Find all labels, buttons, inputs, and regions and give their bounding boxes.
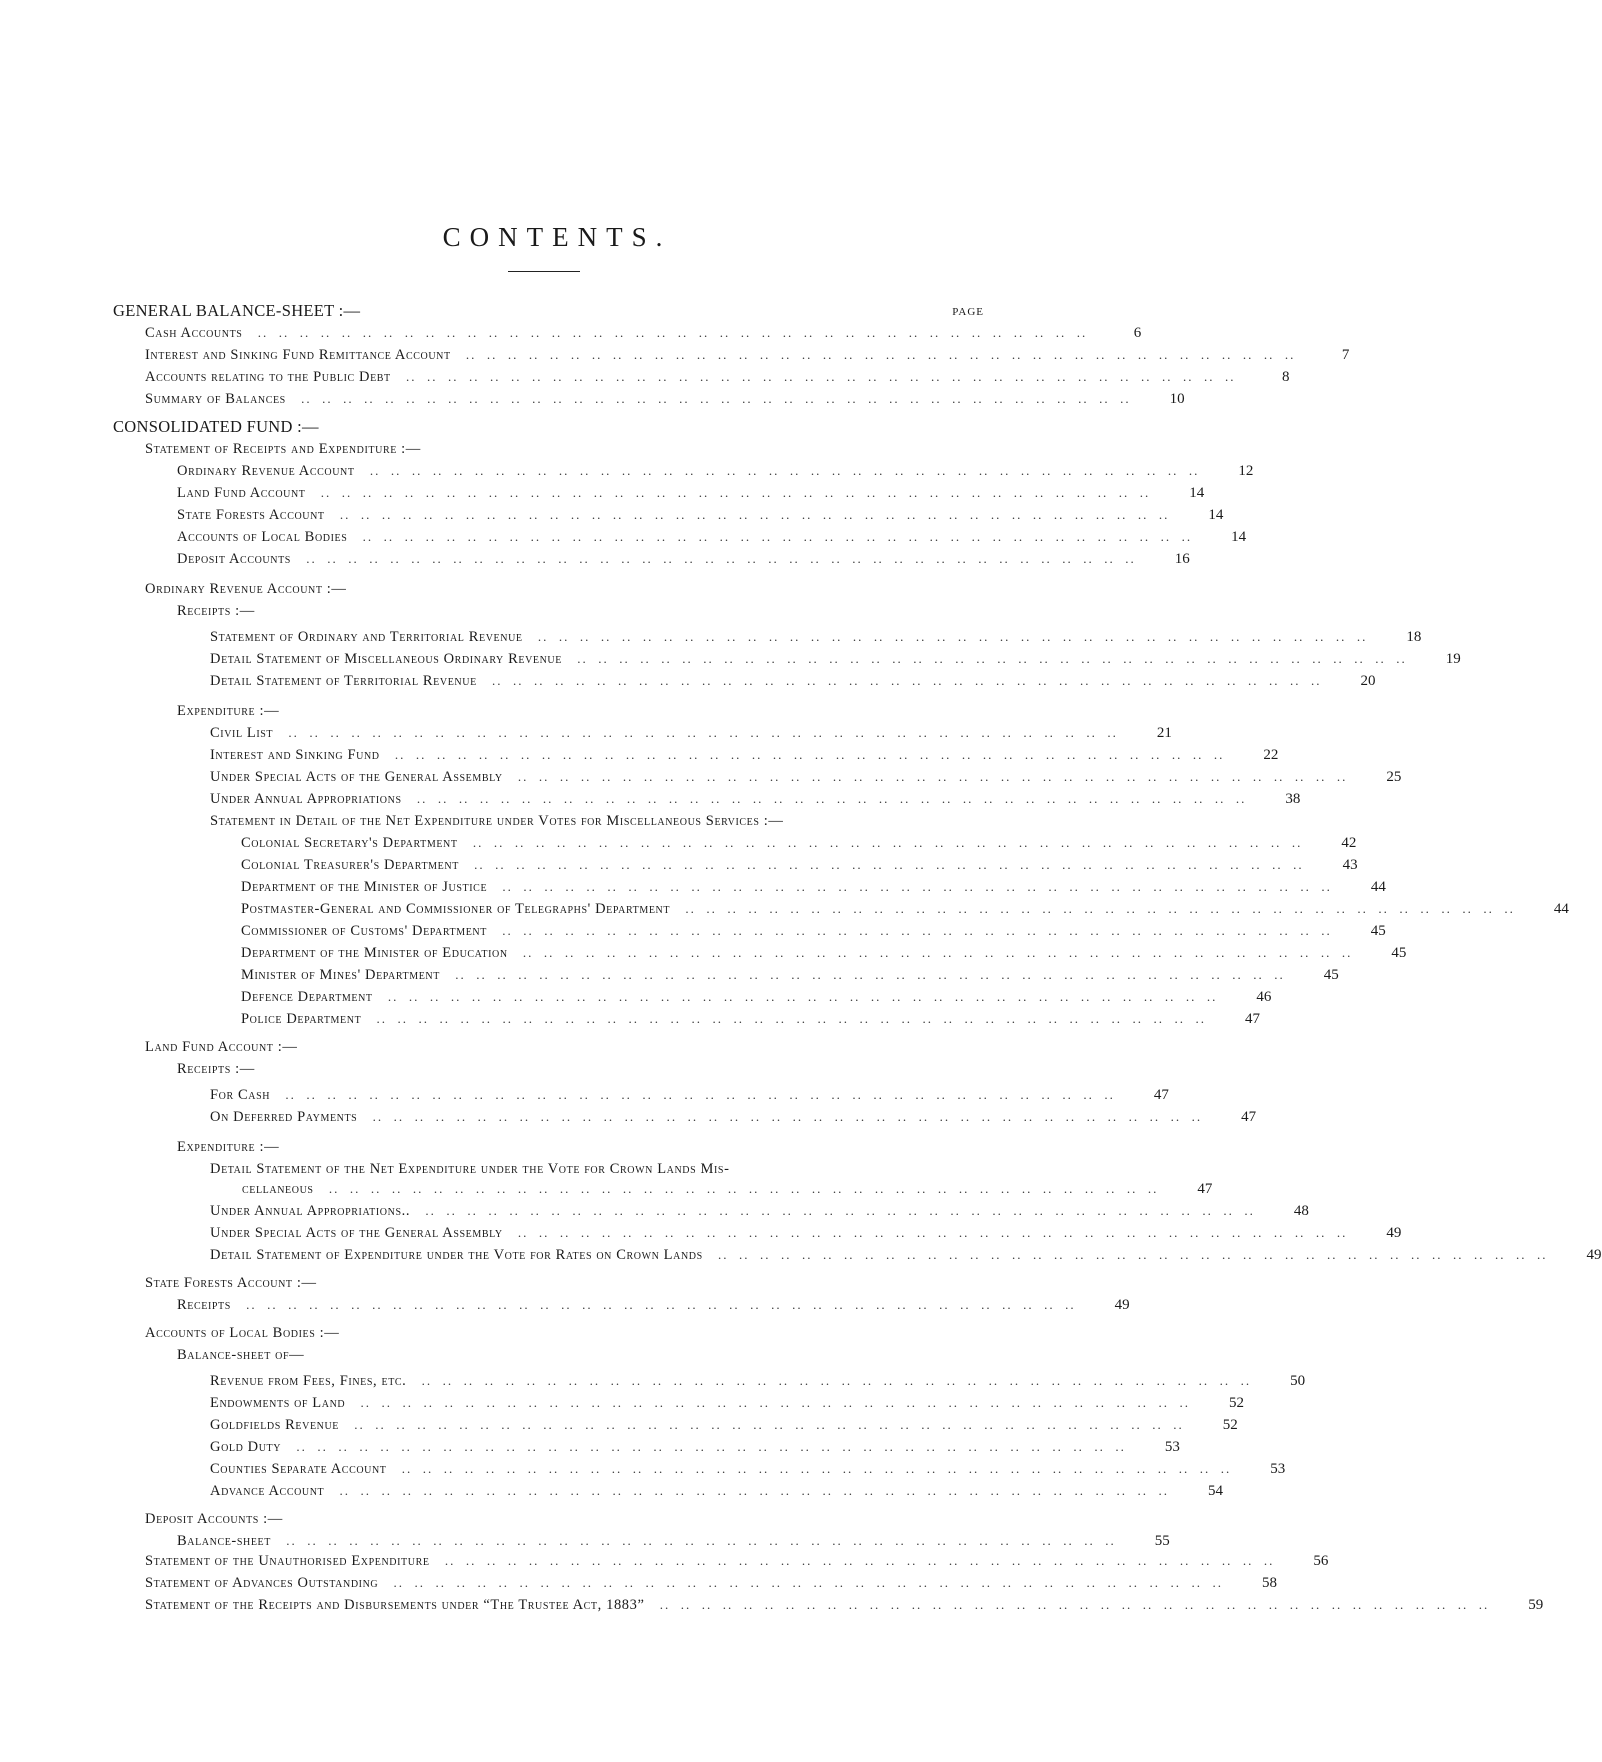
toc-entry-label: State Forests Account [177,507,325,523]
toc-entry-page-number: 47 [1245,1011,1261,1027]
dot-leader: .. .. .. .. .. .. .. .. .. .. .. .. .. .. .. .. .. .. .. .. .. .. .. .. .. .. .. .. .. .. .. .. .. .. .. .. .. .. .. .. [512,1225,1348,1240]
toc-entry [210,646,1461,668]
toc-entry-label: GENERAL BALANCE-SHEET :— [113,301,361,320]
toc-entry-label: State Forests Account :— [145,1275,317,1291]
toc-entry [177,502,1224,524]
toc-entry [210,668,1376,690]
toc-entry-page-number: 49 [1586,1247,1602,1263]
toc-entry [210,742,1279,764]
toc-entry-page-number: 49 [1114,1297,1130,1313]
toc-entry [210,624,1422,646]
toc-entry-page-number: 46 [1256,989,1272,1005]
toc-entry [210,808,966,830]
toc-entry [177,1342,966,1364]
toc-entry-label: Statement of Receipts and Expenditure :— [145,441,421,457]
toc-entry-page-number: 53 [1270,1461,1286,1477]
toc-entry [177,1292,1130,1314]
dot-leader: .. .. .. .. .. .. .. .. .. .. .. .. .. .. .. .. .. .. .. .. .. .. .. .. .. .. .. .. .. .. .. .. .. .. .. .. .. .. .. .. [283,725,1118,740]
toc-entry [241,962,1339,984]
toc-entry-page-number: 16 [1174,551,1190,567]
toc-entry-label: Detail Statement of Miscellaneous Ordinary Revenue [210,651,562,667]
toc-entry-label: Statement in Detail of the Net Expenditure under Votes for Miscellaneous Services :— [210,813,784,829]
toc-entry-label: Deposit Accounts :— [145,1511,283,1527]
toc-entry-page-number: 47 [1241,1109,1257,1125]
toc-entry-label: Balance-sheet [177,1533,271,1549]
toc-entry-page-number: 43 [1342,857,1358,873]
toc-entry [145,436,966,458]
toc-entry-label: Deposit Accounts [177,551,291,567]
dot-leader: .. .. .. .. .. .. .. .. .. .. .. .. .. .. .. .. .. .. .. .. .. .. .. .. .. .. .. .. .. .. .. .. .. .. .. .. .. .. .. .. [680,901,1515,916]
toc-entry-label: Civil List [210,725,274,741]
toc-entry-page-number: 56 [1313,1553,1329,1569]
toc-entry-label: Gold Duty [210,1439,282,1455]
dot-leader: .. .. .. .. .. .. .. .. .. .. .. .. .. .. .. .. .. .. .. .. .. .. .. .. .. .. .. .. .. .. .. .. .. .. .. .. .. .. .. .. [496,923,1332,938]
dot-leader: .. .. .. .. .. .. .. .. .. .. .. .. .. .. .. .. .. .. .. .. .. .. .. .. .. .. .. .. .. .. .. .. .. .. .. .. .. .. .. .. [367,1109,1203,1124]
toc-entry-page-number: 45 [1323,967,1339,983]
toc-entry-label: Under Special Acts of the General Assembly [210,769,503,785]
toc-entry-label: Statement of the Unauthorised Expenditure [145,1553,430,1569]
dot-leader: .. .. .. .. .. .. .. .. .. .. .. .. .. .. .. .. .. .. .. .. .. .. .. .. .. .. .. .. .. .. .. .. .. .. .. .. .. .. .. .. [512,769,1348,784]
dot-leader: .. .. .. .. .. .. .. .. .. .. .. .. .. .. .. .. .. .. .. .. .. .. .. .. .. .. .. .. .. .. .. .. .. .. .. .. .. .. .. .. [420,1203,1255,1218]
dot-leader: .. .. .. .. .. .. .. .. .. .. .. .. .. .. .. .. .. .. .. .. .. .. .. .. .. .. .. .. .. .. .. .. .. .. .. .. .. .. .. .. [532,629,1368,644]
toc-entry-label: Counties Separate Account [210,1461,387,1477]
toc-entry [241,984,1272,1006]
toc-entry [177,546,1190,568]
toc-entry [210,1104,1257,1126]
toc-entry-label: Statement of Advances Outstanding [145,1575,379,1591]
toc-entry [210,1434,1180,1456]
dot-leader: .. .. .. .. .. .. .. .. .. .. .. .. .. .. .. .. .. .. .. .. .. .. .. .. .. .. .. .. .. .. .. .. .. .. .. .. .. .. .. .. [371,1011,1207,1026]
toc-entry [145,1320,966,1342]
toc-entry-label: Detail Statement of the Net Expenditure under the Vote for Crown Lands Mis- [210,1161,730,1177]
toc-entry [210,764,1402,786]
toc-entry [145,1570,1277,1592]
dot-leader: .. .. .. .. .. .. .. .. .. .. .. .. .. .. .. .. .. .. .. .. .. .. .. .. .. .. .. .. .. .. .. .. .. .. .. .. .. .. .. .. [349,1417,1184,1432]
toc-entry-label: Accounts of Local Bodies [177,529,348,545]
toc-entry-page-number: 45 [1391,945,1407,961]
toc-entry-label: CONSOLIDATED FUND :— [113,417,319,436]
toc-entry-page-number: 8 [1282,369,1290,385]
toc-entry [241,874,1386,896]
dot-leader: .. .. .. .. .. .. .. .. .. .. .. .. .. .. .. .. .. .. .. .. .. .. .. .. .. .. .. .. .. .. .. .. .. .. .. .. .. .. .. .. [382,989,1218,1004]
toc-entry-label: Ordinary Revenue Account [177,463,355,479]
toc-entry-label: Postmaster-General and Commissioner of Telegraphs' Department [241,901,671,917]
dot-leader: .. .. .. .. .. .. .. .. .. .. .. .. .. .. .. .. .. .. .. .. .. .. .. .. .. .. .. .. .. .. .. .. .. .. .. .. .. .. .. .. [712,1247,1548,1262]
toc-entry-label: Expenditure :— [177,1139,280,1155]
dot-leader: .. .. .. .. .. .. .. .. .. .. .. .. .. .. .. .. .. .. .. .. .. .. .. .. .. .. .. .. .. .. .. .. .. .. .. .. .. .. .. .. [300,551,1136,566]
toc-entry-label: Statement of the Receipts and Disbursements under “The Trustee Act, 1883” [145,1597,645,1613]
toc-entry-page-number: 44 [1553,901,1569,917]
toc-entry [241,1006,1261,1028]
toc-entry [210,1156,966,1178]
dot-leader: .. .. .. .. .. .. .. .. .. .. .. .. .. .. .. .. .. .. .. .. .. .. .. .. .. .. .. .. .. .. .. .. .. .. .. .. .. .. .. .. [571,651,1407,666]
toc-entry-page-number: 47 [1153,1087,1169,1103]
dot-leader: .. .. .. .. .. .. .. .. .. .. .. .. .. .. .. .. .. .. .. .. .. .. .. .. .. .. .. .. .. .. .. .. .. .. .. .. .. .. .. .. [315,485,1151,500]
toc-entry [210,1242,1602,1264]
toc-entry [241,852,1358,874]
toc-entry-label: Receipts :— [177,1061,255,1077]
toc-entry-label: Accounts relating to the Public Debt [145,369,391,385]
dot-leader: .. .. .. .. .. .. .. .. .. .. .. .. .. .. .. .. .. .. .. .. .. .. .. .. .. .. .. .. .. .. .. .. .. .. .. .. .. .. .. .. [449,967,1285,982]
toc-entry [177,1134,966,1156]
toc-entry-page-number: 48 [1293,1203,1309,1219]
dot-leader: .. .. .. .. .. .. .. .. .. .. .. .. .. .. .. .. .. .. .. .. .. .. .. .. .. .. .. .. .. .. .. .. .. .. .. .. .. .. .. .. [517,945,1353,960]
toc-entry-label: Statement of Ordinary and Territorial Revenue [210,629,523,645]
toc-entry [210,786,1301,808]
toc-entry [145,1548,1329,1570]
toc-entry-label: Cash Accounts [145,325,243,341]
dot-leader: .. .. .. .. .. .. .. .. .. .. .. .. .. .. .. .. .. .. .. .. .. .. .. .. .. .. .. .. .. .. .. .. .. .. .. .. .. .. .. .. [486,673,1322,688]
toc-entry-label: Colonial Treasurer's Department [241,857,459,873]
toc-entry [210,1456,1286,1478]
toc-entry-page-number: 12 [1238,463,1254,479]
toc-entry-page-number: 45 [1370,923,1386,939]
toc-entry-page-number: 49 [1386,1225,1402,1241]
dot-leader: .. .. .. .. .. .. .. .. .. .. .. .. .. .. .. .. .. .. .. .. .. .. .. .. .. .. .. .. .. .. .. .. .. .. .. .. .. .. .. .. [467,835,1303,850]
dot-leader: .. .. .. .. .. .. .. .. .. .. .. .. .. .. .. .. .. .. .. .. .. .. .. .. .. .. .. .. .. .. .. .. .. .. .. .. .. .. .. .. [439,1553,1275,1568]
toc-entry-label: Department of the Minister of Justice [241,879,488,895]
toc-entry [177,598,966,620]
dot-leader: .. .. .. .. .. .. .. .. .. .. .. .. .. .. .. .. .. .. .. .. .. .. .. .. .. .. .. .. .. .. .. .. .. .. .. .. .. .. .. .. [364,463,1200,478]
toc-entry [210,1478,1224,1500]
dot-leader: .. .. .. .. .. .. .. .. .. .. .. .. .. .. .. .. .. .. .. .. .. .. .. .. .. .. .. .. .. .. .. .. .. .. .. .. .. .. .. .. [323,1181,1159,1196]
toc-entry-label: On Deferred Payments [210,1109,358,1125]
toc-entry-label: Colonial Secretary's Department [241,835,458,851]
toc-entry-page-number: 21 [1156,725,1172,741]
toc-entry [113,414,966,436]
toc-entry [145,364,1290,386]
toc-entry [241,896,1569,918]
toc-entry [177,1056,966,1078]
toc-entry [241,830,1357,852]
toc-entry [145,1592,1544,1614]
dot-leader: .. .. .. .. .. .. .. .. .. .. .. .. .. .. .. .. .. .. .. .. .. .. .. .. .. .. .. .. .. .. .. .. .. .. .. .. .. .. .. .. [252,325,1088,340]
toc-entry [241,940,1407,962]
dot-leader: .. .. .. .. .. .. .. .. .. .. .. .. .. .. .. .. .. .. .. .. .. .. .. .. .. .. .. .. .. .. .. .. .. .. .. .. .. .. .. .. [291,1439,1126,1454]
toc-entry [145,386,1185,408]
toc-entry-page-number: 50 [1290,1373,1306,1389]
toc-entry-page-number: 58 [1261,1575,1277,1591]
toc-entry [177,1528,1170,1550]
dot-leader: .. .. .. .. .. .. .. .. .. .. .. .. .. .. .. .. .. .. .. .. .. .. .. .. .. .. .. .. .. .. .. .. .. .. .. .. .. .. .. .. [295,391,1131,406]
toc-entry-label: Commissioner of Customs' Department [241,923,487,939]
dot-leader: .. .. .. .. .. .. .. .. .. .. .. .. .. .. .. .. .. .. .. .. .. .. .. .. .. .. .. .. .. .. .. .. .. .. .. .. .. .. .. .. [355,1395,1190,1410]
dot-leader: .. .. .. .. .. .. .. .. .. .. .. .. .. .. .. .. .. .. .. .. .. .. .. .. .. .. .. .. .. .. .. .. .. .. .. .. .. .. .. .. [357,529,1193,544]
toc-entry-page-number: 18 [1406,629,1422,645]
toc-entry-label: Endowments of Land [210,1395,346,1411]
toc-entry [242,1176,1213,1198]
toc-entry [210,1390,1244,1412]
toc-entry-label: Interest and Sinking Fund [210,747,380,763]
toc-entry-label: Receipts :— [177,603,255,619]
dot-leader: .. .. .. .. .. .. .. .. .. .. .. .. .. .. .. .. .. .. .. .. .. .. .. .. .. .. .. .. .. .. .. .. .. .. .. .. .. .. .. .. [280,1533,1116,1548]
toc-entry-page-number: 14 [1208,507,1224,523]
toc-entry-page-number: 52 [1228,1395,1244,1411]
toc-entry-label: For Cash [210,1087,271,1103]
toc-entry [177,458,1254,480]
toc-entry-label: Under Annual Appropriations.. [210,1203,411,1219]
toc-entry-label: Ordinary Revenue Account :— [145,581,347,597]
toc-entry-page-number: 54 [1208,1483,1224,1499]
toc-entry-page-number: 59 [1528,1597,1544,1613]
toc-entry-page-number: 7 [1341,347,1350,363]
toc-entry-page-number: 47 [1197,1181,1213,1197]
dot-leader: .. .. .. .. .. .. .. .. .. .. .. .. .. .. .. .. .. .. .. .. .. .. .. .. .. .. .. .. .. .. .. .. .. .. .. .. .. .. .. .. [240,1297,1076,1312]
toc-entry-label: Police Department [241,1011,362,1027]
toc-entry-page-number: 14 [1231,529,1247,545]
toc-entry [210,1220,1402,1242]
toc-entry-label: Department of the Minister of Education [241,945,508,961]
toc-entry-label: Goldfields Revenue [210,1417,340,1433]
toc-entry [177,480,1205,502]
toc-entry-label: Minister of Mines' Department [241,967,440,983]
toc-entry-page-number: 55 [1154,1533,1170,1549]
toc-entry [177,698,966,720]
toc-entry [241,918,1386,940]
dot-leader: .. .. .. .. .. .. .. .. .. .. .. .. .. .. .. .. .. .. .. .. .. .. .. .. .. .. .. .. .. .. .. .. .. .. .. .. .. .. .. .. [280,1087,1115,1102]
toc-entry-label: Detail Statement of Territorial Revenue [210,673,477,689]
toc-entry-label: Interest and Sinking Fund Remittance Account [145,347,451,363]
toc-entry [145,1506,966,1528]
toc-entry-page-number: 20 [1360,673,1376,689]
toc-entry-page-number: 22 [1263,747,1279,763]
toc-entry [145,1034,966,1056]
toc-entry-label: Receipts [177,1297,231,1313]
toc-entry-label: Land Fund Account :— [145,1039,298,1055]
dot-leader: .. .. .. .. .. .. .. .. .. .. .. .. .. .. .. .. .. .. .. .. .. .. .. .. .. .. .. .. .. .. .. .. .. .. .. .. .. .. .. .. [334,507,1170,522]
toc-entry [145,320,1142,342]
dot-leader: .. .. .. .. .. .. .. .. .. .. .. .. .. .. .. .. .. .. .. .. .. .. .. .. .. .. .. .. .. .. .. .. .. .. .. .. .. .. .. .. [400,369,1236,384]
toc-entry [177,524,1247,546]
toc-entry [113,298,966,320]
toc-entry-label: Advance Account [210,1483,325,1499]
toc-entry [145,1270,966,1292]
toc-entry-label: Accounts of Local Bodies :— [145,1325,340,1341]
toc-entry-label: Detail Statement of Expenditure under the Vote for Rates on Crown Lands [210,1247,703,1263]
toc-entry [210,1412,1238,1434]
dot-leader: .. .. .. .. .. .. .. .. .. .. .. .. .. .. .. .. .. .. .. .. .. .. .. .. .. .. .. .. .. .. .. .. .. .. .. .. .. .. .. .. [389,747,1225,762]
toc-entry-page-number: 19 [1445,651,1461,667]
dot-leader: .. .. .. .. .. .. .. .. .. .. .. .. .. .. .. .. .. .. .. .. .. .. .. .. .. .. .. .. .. .. .. .. .. .. .. .. .. .. .. .. [497,879,1332,894]
toc-entry-label: Under Annual Appropriations [210,791,402,807]
toc-entry [210,720,1172,742]
toc-entry-label: cellaneous [242,1181,314,1197]
dot-leader: .. .. .. .. .. .. .. .. .. .. .. .. .. .. .. .. .. .. .. .. .. .. .. .. .. .. .. .. .. .. .. .. .. .. .. .. .. .. .. .. [388,1575,1223,1590]
toc-entry-label: Summary of Balances [145,391,286,407]
toc-entry [210,1082,1169,1104]
page-column-label: PAGE [952,306,984,318]
toc-entry-label: Balance-sheet of— [177,1347,305,1363]
toc-entry-label: Under Special Acts of the General Assembly [210,1225,503,1241]
title-rule [508,271,580,272]
toc-entry-page-number: 25 [1386,769,1402,785]
dot-leader: .. .. .. .. .. .. .. .. .. .. .. .. .. .. .. .. .. .. .. .. .. .. .. .. .. .. .. .. .. .. .. .. .. .. .. .. .. .. .. .. [396,1461,1232,1476]
toc-entry [145,576,966,598]
dot-leader: .. .. .. .. .. .. .. .. .. .. .. .. .. .. .. .. .. .. .. .. .. .. .. .. .. .. .. .. .. .. .. .. .. .. .. .. .. .. .. .. [416,1373,1252,1388]
dot-leader: .. .. .. .. .. .. .. .. .. .. .. .. .. .. .. .. .. .. .. .. .. .. .. .. .. .. .. .. .. .. .. .. .. .. .. .. .. .. .. .. [468,857,1304,872]
dot-leader: .. .. .. .. .. .. .. .. .. .. .. .. .. .. .. .. .. .. .. .. .. .. .. .. .. .. .. .. .. .. .. .. .. .. .. .. .. .. .. .. [460,347,1296,362]
toc-entry [210,1368,1306,1390]
toc-entry-page-number: 14 [1189,485,1205,501]
toc-entry-page-number: 38 [1285,791,1301,807]
dot-leader: .. .. .. .. .. .. .. .. .. .. .. .. .. .. .. .. .. .. .. .. .. .. .. .. .. .. .. .. .. .. .. .. .. .. .. .. .. .. .. .. [334,1483,1170,1498]
toc-entry-page-number: 53 [1164,1439,1180,1455]
dot-leader: .. .. .. .. .. .. .. .. .. .. .. .. .. .. .. .. .. .. .. .. .. .. .. .. .. .. .. .. .. .. .. .. .. .. .. .. .. .. .. .. [654,1597,1490,1612]
toc-entry-page-number: 6 [1133,325,1142,341]
toc-entry-page-number: 44 [1370,879,1386,895]
toc-entry-label: Defence Department [241,989,373,1005]
toc-entry [145,342,1350,364]
toc-entry-page-number: 10 [1169,391,1185,407]
toc-entry-page-number: 42 [1341,835,1357,851]
dot-leader: .. .. .. .. .. .. .. .. .. .. .. .. .. .. .. .. .. .. .. .. .. .. .. .. .. .. .. .. .. .. .. .. .. .. .. .. .. .. .. .. [411,791,1247,806]
toc-entry-label: Expenditure :— [177,703,280,719]
toc-entry [210,1198,1309,1220]
toc-entry-label: Land Fund Account [177,485,306,501]
toc-entry-page-number: 52 [1222,1417,1238,1433]
toc-entry-label: Revenue from Fees, Fines, etc. [210,1373,407,1389]
page-title: CONTENTS. [442,222,672,252]
